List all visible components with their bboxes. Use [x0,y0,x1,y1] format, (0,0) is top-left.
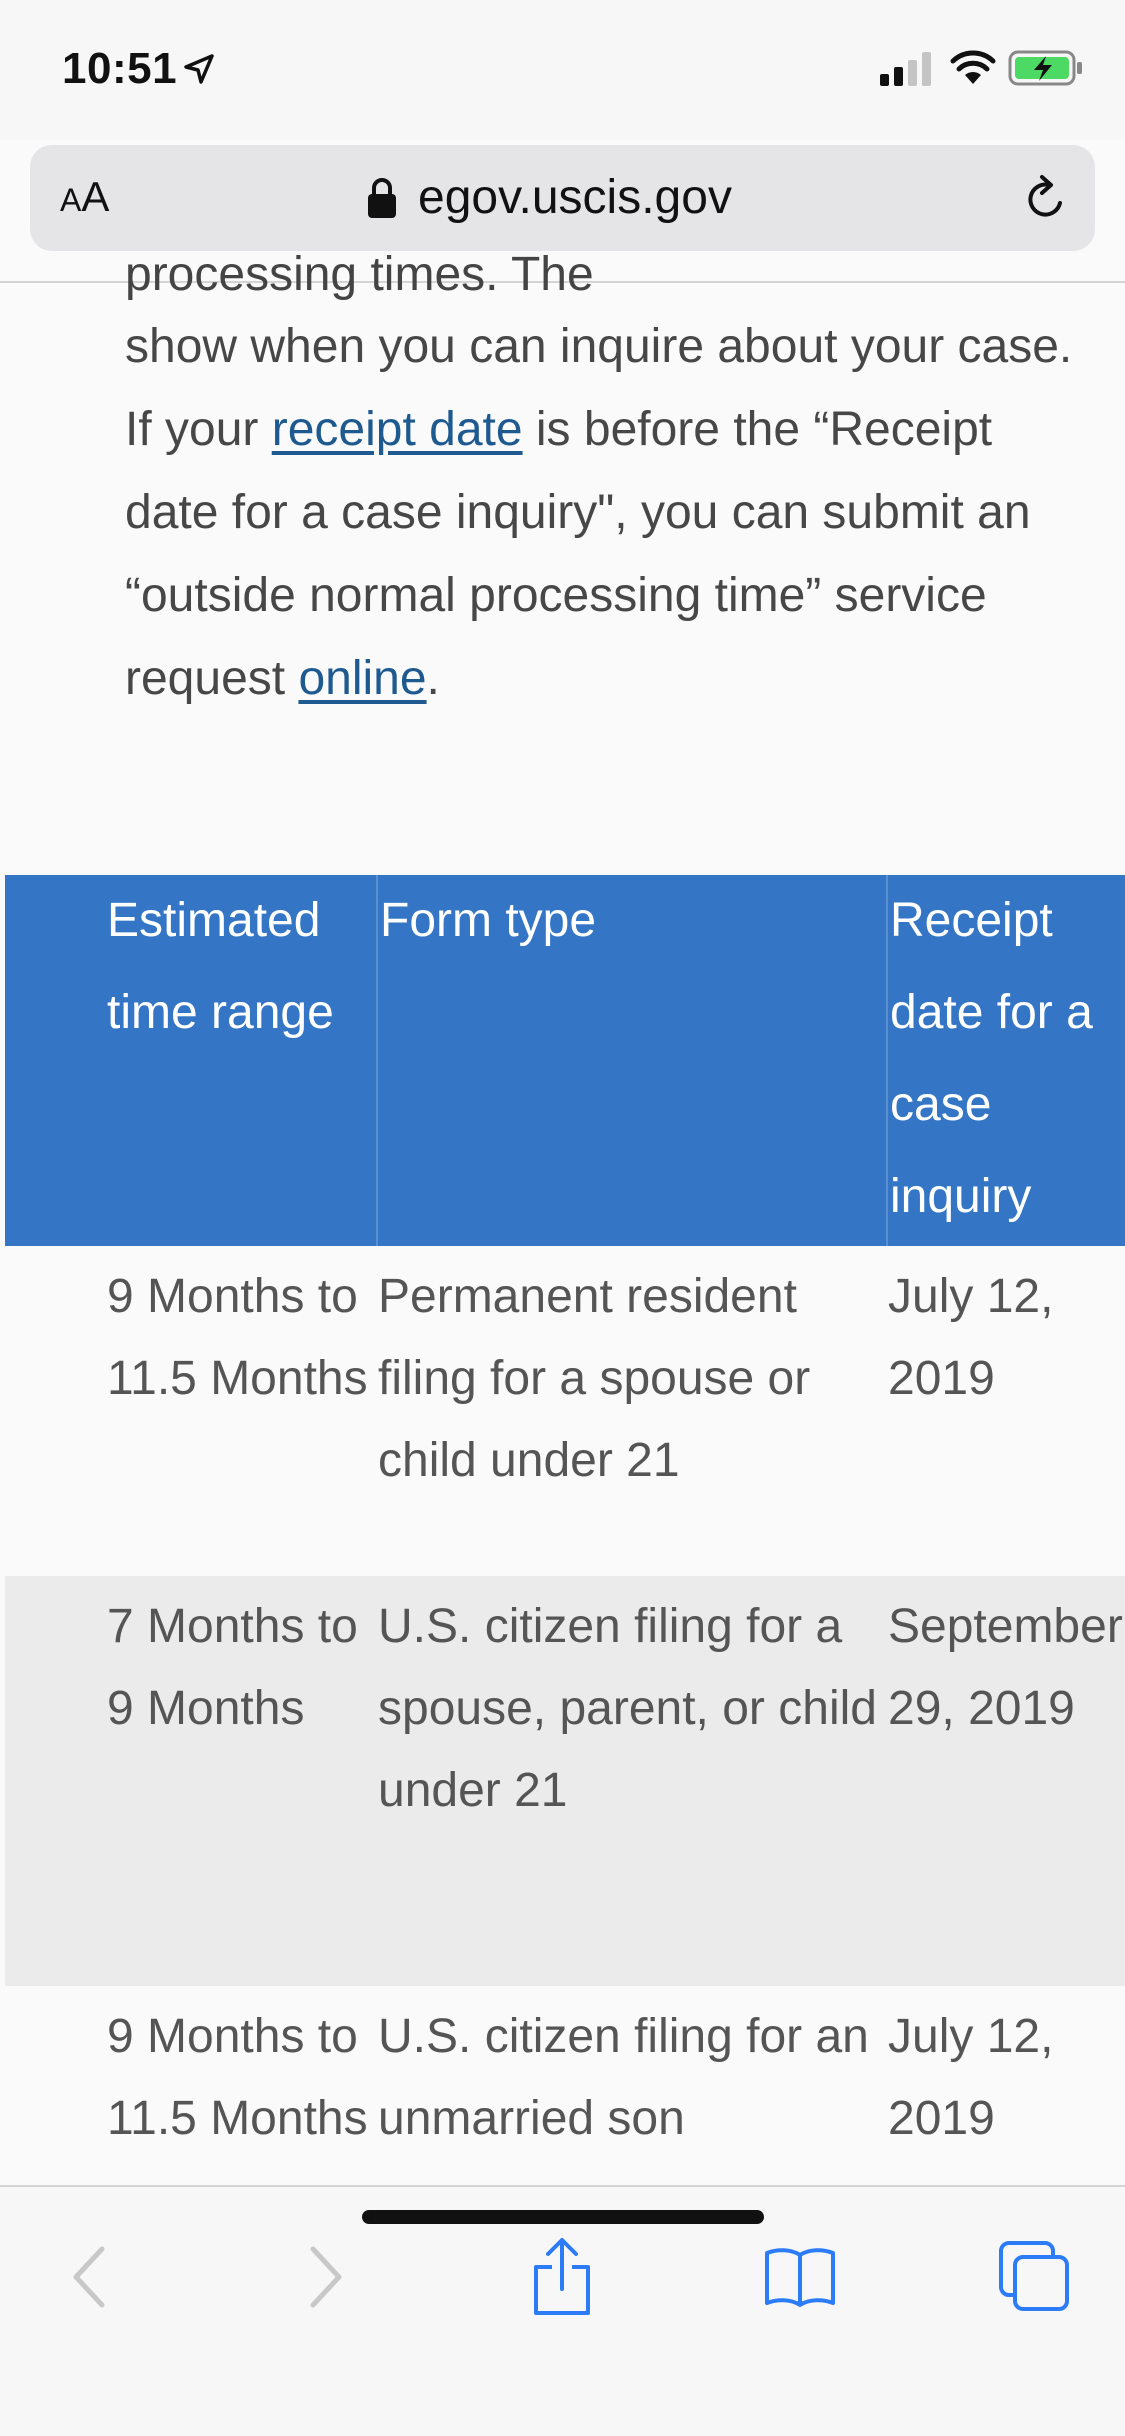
url-domain[interactable]: egov.uscis.gov [418,171,732,224]
header-receipt-date-label: Receipt date for a case inquiry [890,894,1093,1223]
header-form-type-label: Form type [380,894,597,947]
header-estimated-time: Estimated time range [5,875,378,1246]
clipped-text-line: processing times. The [125,248,594,301]
cell-receipt-date: September 29, 2019 [888,1600,1123,1735]
location-arrow-icon [182,52,216,86]
status-bar [0,0,1125,140]
reload-icon[interactable] [1020,173,1072,225]
cell-receipt-date: July 12, 2019 [888,2010,1054,2145]
header-form-type [378,875,888,1246]
bookmarks-icon [763,2245,837,2309]
header-receipt-date [888,875,1125,1246]
tabs-button[interactable] [990,2232,1080,2322]
back-icon [68,2245,112,2309]
table-row [5,1576,1125,1986]
paragraph-text: show when you can inquire about your case. If your [125,320,1073,456]
text-size-button[interactable]: AA [60,173,110,220]
cell-time-range: 9 Months to 11.5 Months [107,1270,368,1405]
forward-icon [303,2245,347,2309]
table-row [5,1246,1125,1576]
home-indicator[interactable] [362,2210,764,2224]
page-content[interactable] [0,248,1125,2185]
cell-form-type: U.S. citizen filing for an unmarried son [378,2010,869,2145]
forward-button[interactable] [280,2232,370,2322]
cell-receipt-date: July 12, 2019 [888,1270,1054,1405]
cell-time-range: 7 Months to 9 Months [107,1600,358,1735]
status-time: 10:51 [62,44,178,93]
processing-times-table [5,875,1125,2236]
paragraph-text: . [426,652,440,705]
bookmarks-button[interactable] [755,2232,845,2322]
battery-charging-icon [1008,48,1084,88]
share-button[interactable] [517,2232,607,2322]
back-button[interactable] [45,2232,135,2322]
cellular-signal-icon [880,52,936,86]
paragraph-text: is before the “Receipt date for a case inquiry", you can submit an “outside normal processing time” service request [125,403,1031,705]
table-header-row [5,875,1125,1246]
address-bar[interactable] [30,145,1095,251]
tabs-icon [997,2239,1073,2315]
lock-icon [365,176,399,220]
wifi-icon [950,48,996,86]
intro-paragraph [125,305,1085,720]
cell-form-type: U.S. citizen filing for a spouse, parent, or child under 21 [378,1600,877,1817]
share-icon [530,2237,594,2317]
receipt-date-link[interactable]: receipt date [271,403,523,456]
cell-time-range: 9 Months to 11.5 Months [107,2010,368,2145]
online-link[interactable]: online [298,652,427,705]
cell-form-type: Permanent resident filing for a spouse or child under 21 [378,1270,811,1487]
